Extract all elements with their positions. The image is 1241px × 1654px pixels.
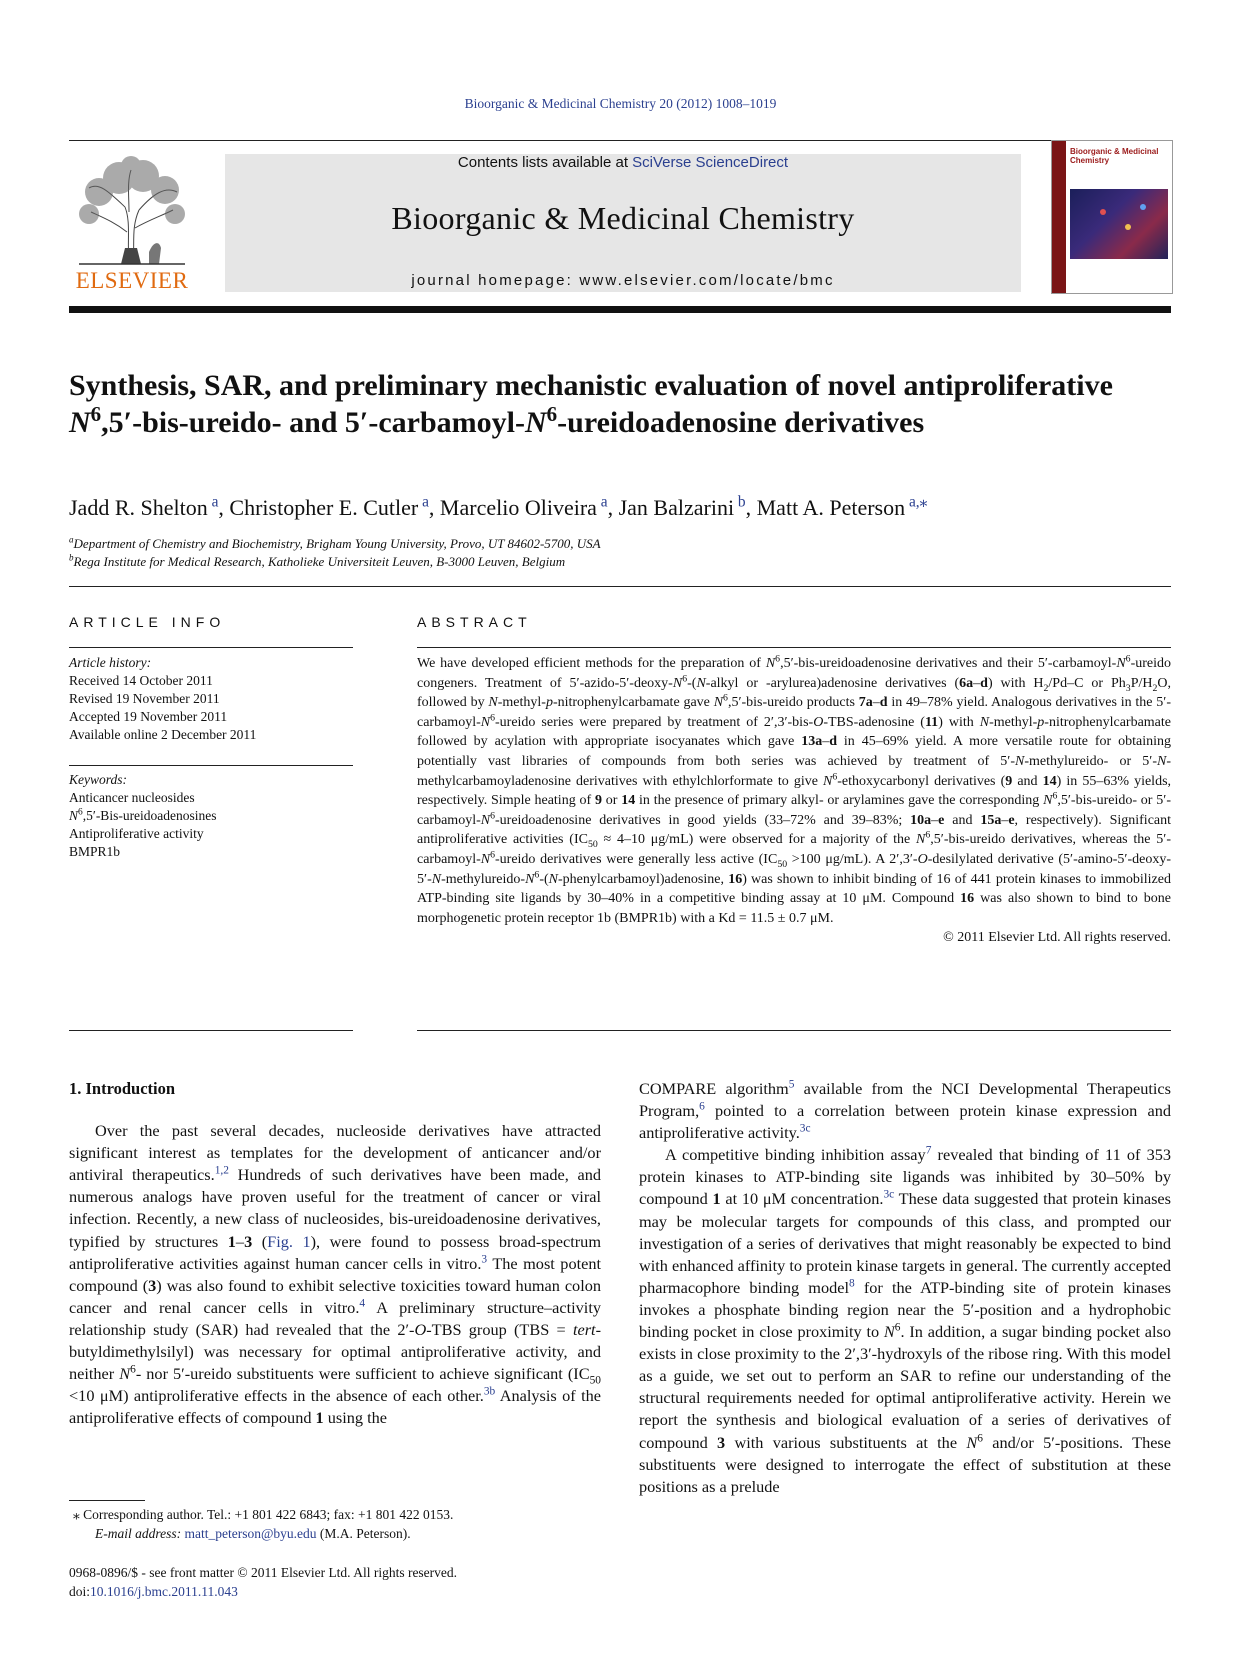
cover-title: Bioorganic & Medicinal Chemistry	[1070, 147, 1159, 165]
left-column	[69, 1078, 601, 1429]
abstract-body	[417, 654, 1171, 948]
affiliation-a: $^a$Department of Chemistry and Biochemistry, Brigham Young University, Provo, UT 84602-5700, USA	[69, 534, 601, 551]
email-link[interactable]: matt_peterson@byu.edu	[184, 1526, 317, 1541]
author-list: Jadd R. Shelton $^a$, Christopher E. Cutler $^a$, Marcelio Oliveira $^a$, Jan Balzarini $^b$, Matt A. Peterson $^{a,⁎}$	[69, 493, 928, 520]
keyword-item: BMPR1b	[69, 844, 121, 859]
issn-block	[69, 1563, 629, 1601]
journal-cover-thumbnail[interactable]	[1051, 140, 1173, 294]
keywords	[69, 771, 353, 861]
footnote-rule	[69, 1500, 145, 1501]
affiliation-rule	[69, 586, 1171, 587]
elsevier-logo[interactable]	[69, 152, 195, 294]
header-thick-rule	[69, 306, 1171, 313]
history-revised: Revised 19 November 2011	[69, 691, 220, 706]
corresponding-author: ⁎ Corresponding author. Tel.: +1 801 422 6843; fax: +1 801 422 0153.	[73, 1507, 454, 1522]
abstract-text: We have developed efficient methods for the preparation of $N^6,5'-bis$-ureidoadenosine derivatives and their $5'-carbamoyl-N^6$-ureido congeners. Treatment of $5'-azido-5'-deoxy-N^6-(N$-alkyl or -arylurea)adenosine derivatives (6a–d) with $H_2/Pd-C$ or $Ph_3P/H_2O$, followed by N-methyl-p-nitrophenylcarbamate gave $N^6,5'-bis$-ureido products 7a–d in 49–78% yield. Analogous derivatives in the $5'-carbamoyl-N^6$-ureido series were prepared by treatment of 2′,3′-bis-O-TBS-adenosine (11) with N-methyl-p-nitrophenylcarbamate followed by acylation with appropriate isocyanates which gave 13a–d in 45–69% yield. A more versatile route for obtaining potentially vast libraries of compounds from both series was achieved by treatment of 5′-N-methylureido- or 5′-N-methylcarbamoyladenosine derivatives with ethylchlorformate to give $N^6$-ethoxycarbonyl derivatives (9 and 14) in 55–63% yields, respectively. Simple heating of 9 or 14 in the presence of primary alkyl- or arylamines gave the corresponding $N^6,5'-bis-ureido-$ or $5'-carbamoyl-N^6$-ureidoadenosine derivatives in good yields (33–72% and 39–83%; 10a–e and 15a–e, respectively). Significant antiproliferative activities ($IC_{50} \approx 4-10$ μg/mL) were observed for a majority of the $N^6,5'-bis$-ureido derivatives, whereas the $5'-carbamoyl-N^6$-ureido derivatives were generally less active ($IC_{50} >100$ μg/mL). A 2′,3′-O-desilylated derivative ($5'-amino-5'-deoxy-5'-N-methylureido-N^6-(N-phenylcarbamoyl)adenosine$, 16) was shown to inhibit binding of 16 of 441 protein kinases to immobilized ATP-binding site ligands by 30–40% in a competitive binding assay at 10 μM. Compound 16 was also shown to bind to bone morphogenetic protein receptor 1b (BMPR1b) with a Kd = 11.5 ± 0.7 μM.	[417, 653, 1172, 926]
contents-line: Contents lists available at SciVerse ScienceDirect	[457, 154, 789, 171]
cover-image	[1070, 189, 1168, 259]
journal-citation[interactable]: Bioorganic & Medicinal Chemistry 20 (2012) 1008–1019	[464, 96, 777, 111]
footnote	[69, 1505, 609, 1543]
article-info-rule	[69, 647, 353, 648]
affiliation-b: $^b$Rega Institute for Medical Research, Katholieke Universiteit Leuven, B-3000 Leuven, Belgium	[69, 552, 566, 569]
intro-text-right: COMPARE algorithm$^5$ available from the NCI Developmental Therapeutics Program,$^6$ pointed to a correlation between protein kinase expression and antiproliferative activity.$^{3c}$ A competitive binding inhibition assay$^7$ revealed that binding of 11 of 353 protein kinases to ATP-binding site ligands was inhibited by 30–50% by compound 1 at 10 μM concentration.$^{3c}$ These data suggested that protein kinases may be molecular targets for compounds of this class, and prompted our investigation of a series of derivatives that might reasonably be expected to bind with enhanced affinity to protein kinase targets in general. The currently accepted pharmacophore binding model$^8$ for the ATP-binding site of protein kinases invokes a phosphate binding region near the 5′-position and a hydrophobic binding pocket in close proximity to $N^6$. In addition, a sugar binding pocket also exists in close proximity to the 2′,3′-hydroxyls of the ribose ring. With this model as a guide, we set out to perform an SAR to refine our understanding of the structural requirements needed for optimal antiproliferative activity. Herein we report the synthesis and biological evaluation of a series of derivatives of compound 3 with various substituents at the $N^6$ and/or 5′-positions. These substituents were designed to interrogate the effect of substitution at these positions as a prelude	[639, 1078, 1172, 1496]
email-line: E-mail address: matt_peterson@byu.edu (M.A. Peterson).	[95, 1526, 411, 1541]
keywords-label: Keywords:	[69, 772, 127, 787]
history-label: Article history:	[69, 655, 152, 670]
keyword-item: Antiproliferative activity	[69, 826, 204, 841]
article-title: Synthesis, SAR, and preliminary mechanistic evaluation of novel antiproliferative $N^6,5'-bis-ureido-$ and $5'-carbamoyl-N^6$-ureidoadenosine derivatives	[69, 369, 1113, 439]
journal-homepage[interactable]: journal homepage: www.elsevier.com/locate/bmc	[411, 272, 835, 289]
article-info-bottom-rule	[69, 1030, 353, 1031]
article-history	[69, 654, 353, 744]
history-online: Available online 2 December 2011	[69, 727, 257, 742]
journal-banner	[225, 154, 1021, 292]
history-accepted: Accepted 19 November 2011	[69, 709, 228, 724]
header-rule	[69, 140, 1171, 141]
abstract-bottom-rule	[417, 1030, 1171, 1031]
section-heading: 1. Introduction	[69, 1079, 176, 1098]
history-received: Received 14 October 2011	[69, 673, 213, 688]
abstract-rule	[417, 647, 1171, 648]
intro-text-left: Over the past several decades, nucleoside derivatives have attracted significant interest as templates for the development of anticancer and/or antiviral therapeutics.$^{1,2}$ Hundreds of such derivatives have been made, and numerous analogs have proven useful for the treatment of cancer or viral infection. Recently, a new class of nucleosides, bis-ureidoadenosine derivatives, typified by structures 1–3 (Fig. 1), were found to possess broad-spectrum antiproliferative activities against human cancer cells in vitro.$^3$ The most potent compound (3) was also found to exhibit selective toxicities toward human colon cancer and renal cancer cells in vitro.$^4$ A preliminary structure–activity relationship study (SAR) had revealed that the 2′-O-TBS group (TBS = tert-butyldimethylsilyl) was necessary for optimal antiproliferative activity, and neither $N^6-$ nor 5′-ureido substituents were sufficient to achieve significant ($IC_{50} <10$ μM) antiproliferative effects in the absence of each other.$^{3b}$ Analysis of the antiproliferative effects of compound 1 using the	[69, 1121, 602, 1428]
keyword-item: Anticancer nucleosides	[69, 790, 195, 805]
journal-title: Bioorganic & Medicinal Chemistry	[391, 200, 855, 236]
keywords-rule	[69, 765, 353, 766]
abstract-heading: ABSTRACT	[417, 614, 532, 630]
doi-line: doi:10.1016/j.bmc.2011.11.043	[69, 1584, 238, 1599]
issn-line: 0968-0896/$ - see front matter © 2011 Elsevier Ltd. All rights reserved.	[69, 1565, 458, 1580]
doi-link[interactable]: 10.1016/j.bmc.2011.11.043	[90, 1584, 238, 1599]
right-column	[639, 1078, 1171, 1498]
keyword-item: $N^6,5'-Bis$-ureidoadenosines	[69, 807, 217, 823]
elsevier-wordmark: ELSEVIER	[75, 268, 189, 293]
abstract-copyright: © 2011 Elsevier Ltd. All rights reserved.	[943, 930, 1171, 946]
article-info-heading: ARTICLE INFO	[69, 614, 226, 630]
sciencedirect-link[interactable]: SciVerse ScienceDirect	[632, 154, 789, 171]
